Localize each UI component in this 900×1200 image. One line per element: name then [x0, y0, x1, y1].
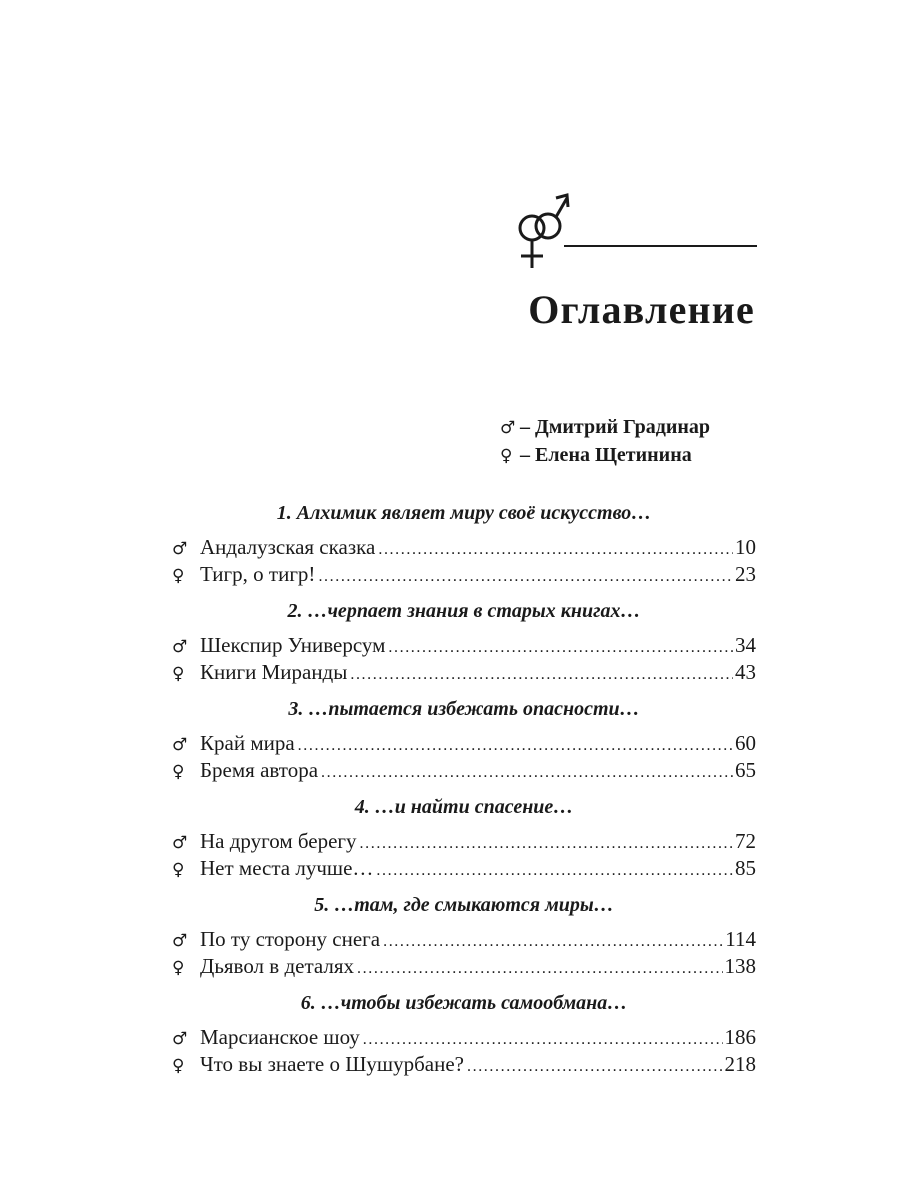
- section-title: 4. …и найти спасение…: [354, 796, 574, 818]
- section-title: 1. Алхимик являет миру своё искусство…: [276, 502, 652, 524]
- entry-title: Шекспир Универсум: [200, 633, 386, 657]
- page-title: Оглавление: [528, 287, 755, 332]
- section-title: 3. …пытается избежать опасности…: [288, 698, 640, 720]
- male-symbol-icon: ♂: [172, 539, 188, 559]
- toc-entry[interactable]: [172, 632, 756, 659]
- entry-title: По ту сторону снега: [200, 927, 381, 951]
- entry-title: Книги Миранды: [200, 660, 348, 684]
- female-symbol-icon: ♀: [172, 958, 185, 978]
- female-symbol-icon: ♀: [172, 664, 185, 684]
- entry-page-number: 34: [735, 633, 756, 657]
- female-symbol-icon: ♀: [500, 446, 513, 466]
- venus-mars-emblem-icon: [510, 188, 760, 273]
- male-symbol-icon: ♂: [172, 637, 188, 657]
- toc-entry[interactable]: [172, 730, 756, 757]
- entry-page-number: 43: [735, 660, 756, 684]
- male-symbol-icon: ♂: [172, 735, 188, 755]
- toc-entry[interactable]: [172, 855, 756, 882]
- authors-legend: [500, 414, 762, 470]
- dot-leader: [378, 536, 733, 561]
- female-symbol-icon: ♀: [172, 762, 185, 782]
- toc-section: [172, 794, 756, 882]
- toc-entry[interactable]: [172, 757, 756, 784]
- dot-leader: [318, 563, 733, 588]
- section-title: 5. …там, где смыкаются миры…: [314, 894, 614, 916]
- dot-leader: [388, 634, 733, 659]
- dot-leader: [357, 955, 722, 980]
- female-symbol-icon: ♀: [172, 566, 185, 586]
- female-symbol-icon: ♀: [172, 1056, 185, 1076]
- toc-section: [172, 990, 756, 1078]
- entry-page-number: 10: [735, 535, 756, 559]
- male-symbol-icon: ♂: [172, 1029, 188, 1049]
- entry-title: Андалузская сказка: [200, 535, 376, 559]
- toc-entry[interactable]: [172, 659, 756, 686]
- toc-entry[interactable]: [172, 926, 756, 953]
- dot-leader: [350, 661, 733, 686]
- entry-page-number: 60: [735, 731, 756, 755]
- toc-entry[interactable]: [172, 1024, 756, 1051]
- dot-leader: [363, 1026, 723, 1051]
- dot-leader: [360, 830, 733, 855]
- toc-entry[interactable]: [172, 828, 756, 855]
- toc-section: [172, 892, 756, 980]
- toc-entry[interactable]: [172, 1051, 756, 1078]
- entry-page-number: 72: [735, 829, 756, 853]
- entry-page-number: 138: [724, 954, 756, 978]
- dot-leader: [383, 928, 723, 953]
- entry-title: Что вы знаете о Шушурбане?: [200, 1052, 464, 1076]
- entry-title: На другом берегу: [200, 829, 357, 853]
- dot-leader: [376, 857, 733, 882]
- entry-page-number: 65: [735, 758, 756, 782]
- entry-title: Тигр, о тигр!: [200, 562, 316, 586]
- female-symbol-icon: ♀: [172, 860, 185, 880]
- section-title: 6. …чтобы избежать самообмана…: [300, 992, 628, 1014]
- entry-title: Край мира: [200, 731, 295, 755]
- toc-section: [172, 500, 756, 588]
- dot-leader: [321, 759, 733, 784]
- entry-page-number: 186: [724, 1025, 756, 1049]
- entry-page-number: 23: [735, 562, 756, 586]
- entry-page-number: 114: [725, 927, 756, 951]
- male-symbol-icon: ♂: [500, 418, 516, 438]
- dot-leader: [298, 732, 733, 757]
- author-female: [500, 442, 762, 470]
- entry-title: Дьявол в деталях: [200, 954, 355, 978]
- toc-entry[interactable]: [172, 953, 756, 980]
- entry-page-number: 218: [724, 1052, 756, 1076]
- toc-entry[interactable]: [172, 534, 756, 561]
- toc-section: [172, 696, 756, 784]
- section-title: 2. …черпает знания в старых книгах…: [287, 600, 641, 622]
- table-of-contents: [172, 500, 756, 1088]
- male-symbol-icon: ♂: [172, 931, 188, 951]
- dot-leader: [467, 1053, 723, 1078]
- entry-title: Бремя автора: [200, 758, 319, 782]
- male-symbol-icon: ♂: [172, 833, 188, 853]
- author-male: [500, 414, 762, 442]
- author-name: – Дмитрий Градинар: [520, 416, 711, 438]
- toc-section: [172, 598, 756, 686]
- entry-page-number: 85: [735, 856, 756, 880]
- author-name: – Елена Щетинина: [520, 444, 692, 466]
- entry-title: Марсианское шоу: [200, 1025, 360, 1049]
- entry-title: Нет места лучше…: [200, 856, 374, 880]
- toc-entry[interactable]: [172, 561, 756, 588]
